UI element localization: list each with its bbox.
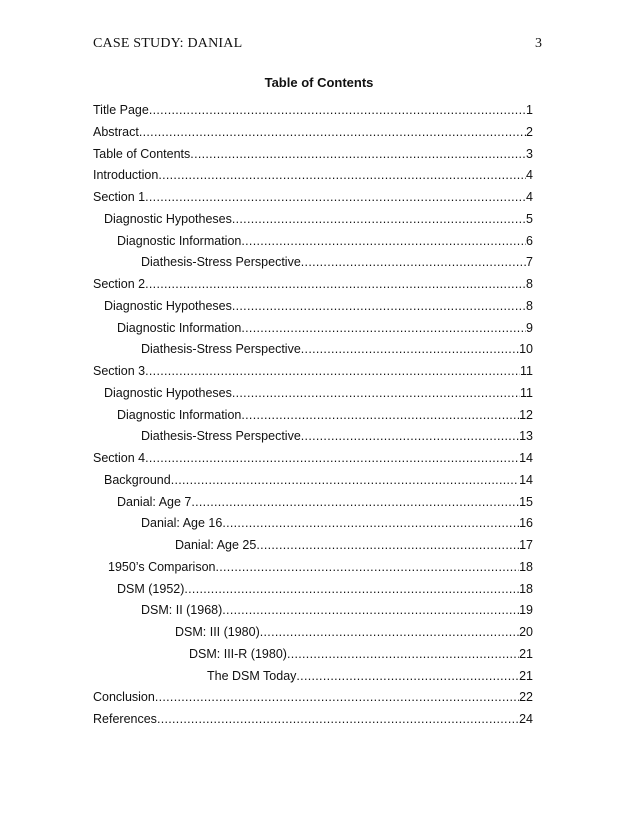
toc-entry-page: 4	[526, 168, 533, 183]
toc-entry-label: Section 2	[93, 277, 146, 291]
toc-entry-page: 17	[519, 538, 533, 552]
toc-entry[interactable]	[93, 709, 533, 731]
toc-entry-label: Section 1	[93, 190, 146, 204]
toc-entry-page: 2	[526, 124, 533, 139]
toc-entry-page: 22	[519, 690, 533, 705]
toc-entry[interactable]	[93, 470, 533, 492]
toc-entry-label: Table of Contents	[93, 146, 191, 161]
toc-entry-label: Diathesis-Stress Perspective	[141, 429, 301, 444]
toc-entry-label: Abstract	[93, 124, 139, 139]
toc-entry-page: 3	[526, 146, 533, 161]
toc-entry-page: 9	[526, 320, 533, 335]
toc-entry-page: 12	[519, 407, 533, 422]
toc-entry-label: Diagnostic Information	[117, 320, 242, 335]
toc-entry[interactable]	[93, 600, 533, 622]
toc-entry-page: 21	[519, 646, 533, 661]
toc-entry[interactable]	[93, 339, 533, 361]
toc-entry-label: Section 4	[93, 451, 146, 465]
toc-entry-page: 8	[526, 277, 533, 291]
dot-leader	[184, 579, 519, 601]
dot-leader	[190, 144, 526, 166]
toc-entry-page: 18	[519, 559, 533, 574]
toc-entry[interactable]	[93, 535, 533, 557]
toc-entry[interactable]	[93, 209, 533, 231]
toc-entry-page: 18	[519, 581, 533, 596]
toc-entry-page: 11	[520, 385, 533, 400]
toc-entry-page: 24	[519, 712, 533, 726]
toc-entry[interactable]	[93, 144, 533, 166]
toc-entry-label: Introduction	[93, 168, 159, 183]
dot-leader	[215, 557, 519, 579]
dot-leader	[260, 622, 519, 644]
toc-entry-label: Title Page	[93, 103, 149, 117]
dot-leader	[171, 470, 519, 492]
toc-entry-label: References	[93, 712, 157, 726]
dot-leader	[157, 709, 519, 731]
toc-entry-page: 4	[526, 190, 533, 204]
toc-entry[interactable]	[93, 405, 533, 427]
toc-entry-label: Diagnostic Hypotheses	[104, 211, 232, 226]
dot-leader	[241, 318, 526, 340]
toc-entry-label: Danial: Age 7	[117, 494, 192, 509]
dot-leader	[241, 405, 519, 427]
dot-leader	[145, 448, 519, 470]
toc-entry-page: 7	[526, 255, 533, 270]
toc-entry-label: Diagnostic Information	[117, 233, 242, 248]
dot-leader	[145, 187, 526, 209]
toc-entry-page: 6	[526, 233, 533, 248]
toc-entry[interactable]	[93, 361, 533, 383]
dot-leader	[232, 383, 520, 405]
running-head: CASE STUDY: DANIAL	[93, 36, 243, 51]
toc-entry-label: Background	[104, 472, 171, 487]
toc-entry-label: Danial: Age 25	[175, 538, 257, 552]
dot-leader	[222, 600, 519, 622]
toc-entry-label: DSM: III-R (1980)	[189, 646, 287, 661]
dot-leader	[296, 666, 519, 688]
toc-entry-label: DSM: II (1968)	[141, 603, 223, 618]
toc-entry-label: Diagnostic Hypotheses	[104, 385, 232, 400]
dot-leader	[256, 535, 519, 557]
toc-entry[interactable]	[93, 274, 533, 296]
toc-entry-page: 21	[519, 668, 533, 683]
toc-entry-label: Diagnostic Hypotheses	[104, 298, 232, 313]
toc-title: Table of Contents	[264, 75, 374, 90]
dot-leader	[191, 492, 519, 514]
toc-entry-page: 11	[520, 364, 533, 378]
dot-leader	[139, 122, 526, 144]
toc-entry-label: 1950’s Comparison	[108, 559, 216, 574]
toc-entry-page: 19	[519, 603, 533, 618]
dot-leader	[301, 339, 519, 361]
dot-leader	[301, 426, 519, 448]
toc-entry-label: Diathesis-Stress Perspective	[141, 342, 301, 357]
toc-entry[interactable]	[93, 644, 533, 666]
toc-entry[interactable]	[93, 100, 533, 122]
dot-leader	[301, 252, 526, 274]
toc-entry[interactable]	[93, 426, 533, 448]
dot-leader	[155, 687, 519, 709]
dot-leader	[287, 644, 519, 666]
dot-leader	[222, 513, 519, 535]
dot-leader	[145, 361, 520, 383]
toc-list	[93, 100, 533, 731]
toc-entry-label: Diagnostic Information	[117, 407, 242, 422]
toc-entry-label: DSM (1952)	[117, 581, 185, 596]
toc-entry-label: The DSM Today	[207, 668, 297, 683]
dot-leader	[232, 209, 526, 231]
toc-entry[interactable]	[93, 448, 533, 470]
toc-entry-page: 5	[526, 211, 533, 226]
dot-leader	[232, 296, 526, 318]
toc-entry[interactable]	[93, 122, 533, 144]
toc-entry-page: 20	[519, 625, 533, 639]
toc-entry[interactable]	[93, 318, 533, 340]
toc-entry-page: 14	[519, 472, 533, 487]
toc-entry-page: 1	[526, 103, 533, 117]
toc-entry-label: Section 3	[93, 364, 146, 378]
dot-leader	[149, 100, 526, 122]
toc-entry-label: Diathesis-Stress Perspective	[141, 255, 301, 270]
toc-entry-label: Danial: Age 16	[141, 516, 223, 531]
dot-leader	[158, 165, 526, 187]
toc-entry[interactable]	[93, 231, 533, 253]
toc-entry-page: 10	[519, 342, 533, 357]
dot-leader	[145, 274, 526, 296]
dot-leader	[241, 231, 526, 253]
toc-entry[interactable]	[93, 492, 533, 514]
toc-entry[interactable]	[93, 252, 533, 274]
toc-entry-page: 16	[519, 516, 533, 531]
toc-entry[interactable]	[93, 296, 533, 318]
toc-entry[interactable]	[93, 687, 533, 709]
toc-entry-page: 8	[526, 298, 533, 313]
toc-entry[interactable]	[93, 165, 533, 187]
toc-entry[interactable]	[93, 187, 533, 209]
toc-entry[interactable]	[93, 666, 533, 688]
toc-entry[interactable]	[93, 383, 533, 405]
page-number: 3	[535, 36, 542, 51]
toc-entry[interactable]	[93, 579, 533, 601]
toc-entry-page: 15	[519, 494, 533, 509]
toc-entry[interactable]	[93, 557, 533, 579]
toc-entry-label: DSM: III (1980)	[175, 625, 260, 639]
toc-entry-page: 14	[519, 451, 533, 465]
toc-entry-label: Conclusion	[93, 690, 155, 705]
toc-entry[interactable]	[93, 513, 533, 535]
toc-entry[interactable]	[93, 622, 533, 644]
toc-entry-page: 13	[519, 429, 533, 444]
